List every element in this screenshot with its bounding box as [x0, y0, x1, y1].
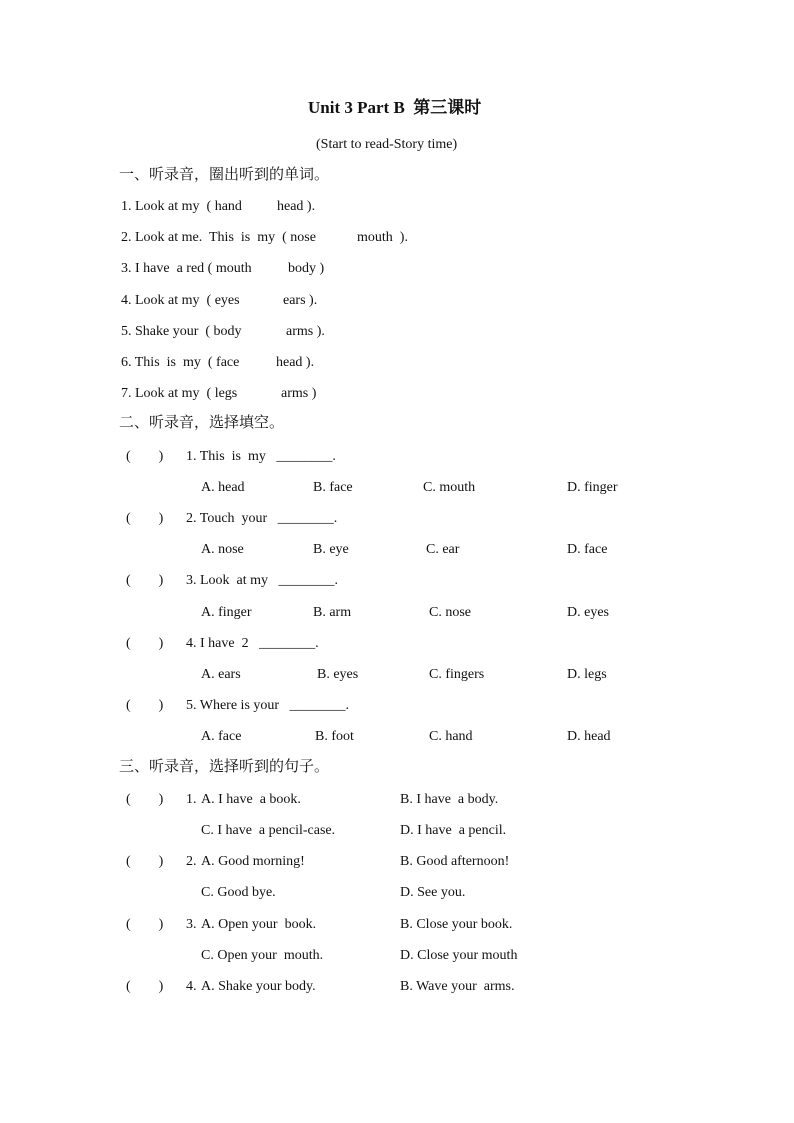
s1-item-2: 2. Look at me. This is my ( nose	[121, 230, 316, 245]
s3-q2-answer-paren: ( )	[126, 854, 164, 869]
page-subtitle: (Start to read-Story time)	[316, 137, 458, 152]
s3-q4-answer-paren: ( )	[126, 979, 164, 994]
s2-q1-option-d: D. finger	[567, 480, 618, 495]
section2-heading: 二、听录音，选择填空。	[119, 415, 285, 431]
s3-q1-option-a: A. I have a book.	[201, 792, 301, 807]
s2-q4-question: 4. I have 2 ________.	[186, 636, 319, 651]
s3-q3-option-c: C. Open your mouth.	[201, 948, 324, 963]
s2-q3-option-b: B. arm	[313, 605, 352, 620]
s2-q1-option-c: C. mouth	[423, 480, 476, 495]
s2-q1-answer-paren: ( )	[126, 449, 164, 464]
s1-item-4-option: ears ).	[283, 293, 318, 308]
s1-item-4: 4. Look at my ( eyes	[121, 293, 240, 308]
s2-q3-option-c: C. nose	[429, 605, 471, 620]
s2-q2-answer-paren: ( )	[126, 511, 164, 526]
s3-q4-option-b: B. Wave your arms.	[400, 979, 515, 994]
s2-q4-option-b: B. eyes	[317, 667, 359, 682]
s1-item-1: 1. Look at my ( hand	[121, 199, 242, 214]
s2-q5-option-c: C. hand	[429, 729, 473, 744]
page-title: Unit 3 Part B 第三课时	[308, 98, 482, 117]
s1-item-3: 3. I have a red ( mouth	[121, 261, 252, 276]
s2-q4-answer-paren: ( )	[126, 636, 164, 651]
s1-item-6: 6. This is my ( face	[121, 355, 240, 370]
s3-q2-option-b: B. Good afternoon!	[400, 854, 510, 869]
s3-q4-number: 4.	[186, 979, 197, 994]
s3-q2-number: 2.	[186, 854, 197, 869]
s2-q2-option-b: B. eye	[313, 542, 349, 557]
s3-q2-option-c: C. Good bye.	[201, 885, 276, 900]
s3-q1-number: 1.	[186, 792, 197, 807]
s2-q5-question: 5. Where is your ________.	[186, 698, 350, 713]
s3-q2-option-a: A. Good morning!	[201, 854, 305, 869]
s2-q2-option-a: A. nose	[201, 542, 244, 557]
s2-q5-option-b: B. foot	[315, 729, 354, 744]
s3-q1-option-c: C. I have a pencil-case.	[201, 823, 336, 838]
s1-item-6-option: head ).	[276, 355, 315, 370]
s1-item-2-option: mouth ).	[357, 230, 408, 245]
s3-q1-option-b: B. I have a body.	[400, 792, 499, 807]
s2-q1-option-a: A. head	[201, 480, 245, 495]
s2-q3-question: 3. Look at my ________.	[186, 573, 339, 588]
s2-q2-option-d: D. face	[567, 542, 608, 557]
s3-q3-option-a: A. Open your book.	[201, 917, 317, 932]
s3-q1-answer-paren: ( )	[126, 792, 164, 807]
s2-q3-option-d: D. eyes	[567, 605, 609, 620]
s3-q3-option-d: D. Close your mouth	[400, 948, 518, 963]
s1-item-7-option: arms )	[281, 386, 317, 401]
s1-item-5: 5. Shake your ( body	[121, 324, 242, 339]
s2-q4-option-d: D. legs	[567, 667, 607, 682]
s3-q1-option-d: D. I have a pencil.	[400, 823, 507, 838]
s3-q3-number: 3.	[186, 917, 197, 932]
s2-q4-option-a: A. ears	[201, 667, 241, 682]
s2-q3-option-a: A. finger	[201, 605, 252, 620]
s3-q4-option-a: A. Shake your body.	[201, 979, 316, 994]
s2-q4-option-c: C. fingers	[429, 667, 485, 682]
s1-item-5-option: arms ).	[286, 324, 325, 339]
s2-q1-question: 1. This is my ________.	[186, 449, 336, 464]
s2-q2-question: 2. Touch your ________.	[186, 511, 338, 526]
section1-heading: 一、听录音，圈出听到的单词。	[119, 167, 330, 183]
s1-item-7: 7. Look at my ( legs	[121, 386, 238, 401]
s3-q2-option-d: D. See you.	[400, 885, 466, 900]
s3-q3-answer-paren: ( )	[126, 917, 164, 932]
s2-q5-option-d: D. head	[567, 729, 611, 744]
section3-heading: 三、听录音，选择听到的句子。	[119, 759, 330, 775]
s1-item-1-option: head ).	[277, 199, 316, 214]
s3-q3-option-b: B. Close your book.	[400, 917, 513, 932]
s2-q2-option-c: C. ear	[426, 542, 460, 557]
s2-q1-option-b: B. face	[313, 480, 353, 495]
s2-q5-answer-paren: ( )	[126, 698, 164, 713]
s2-q3-answer-paren: ( )	[126, 573, 164, 588]
s1-item-3-option: body )	[288, 261, 325, 276]
s2-q5-option-a: A. face	[201, 729, 242, 744]
